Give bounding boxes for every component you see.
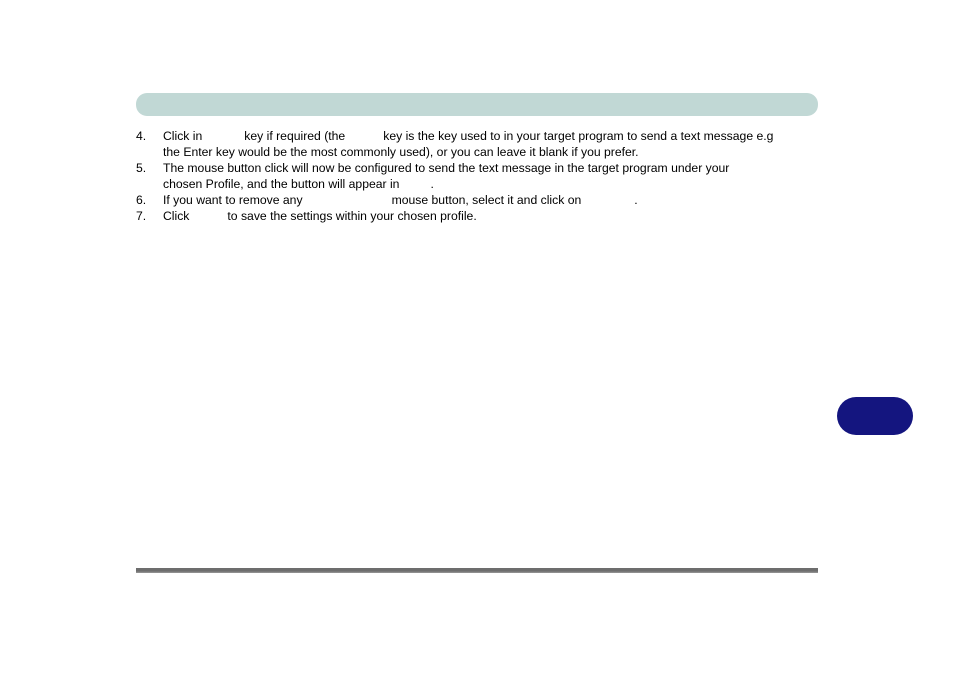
step-7 <box>136 208 836 224</box>
step-7-line-1: Click to save the settings within your chosen profile. <box>163 209 477 223</box>
step-6 <box>136 192 836 208</box>
instruction-list <box>136 128 836 224</box>
step-5-line-1: The mouse button click will now be configured to send the text message in the target program under your <box>163 161 730 175</box>
step-number: 6. <box>136 193 147 207</box>
step-5 <box>136 160 836 192</box>
step-number: 5. <box>136 161 147 175</box>
step-number: 7. <box>136 209 147 223</box>
step-number: 4. <box>136 129 147 143</box>
step-4-line-1: Click in key if required (the key is the key used to in your target program to send a text message e.g <box>163 129 774 143</box>
footer-rule <box>136 568 818 573</box>
step-4 <box>136 128 836 160</box>
chapter-tab-badge <box>837 397 913 435</box>
step-5-line-2: chosen Profile, and the button will appear in . <box>163 177 434 191</box>
page-header-bar <box>136 93 818 116</box>
step-6-line-1: If you want to remove any mouse button, select it and click on . <box>163 193 638 207</box>
step-4-line-2: the Enter key would be the most commonly used), or you can leave it blank if you prefer. <box>163 145 639 159</box>
